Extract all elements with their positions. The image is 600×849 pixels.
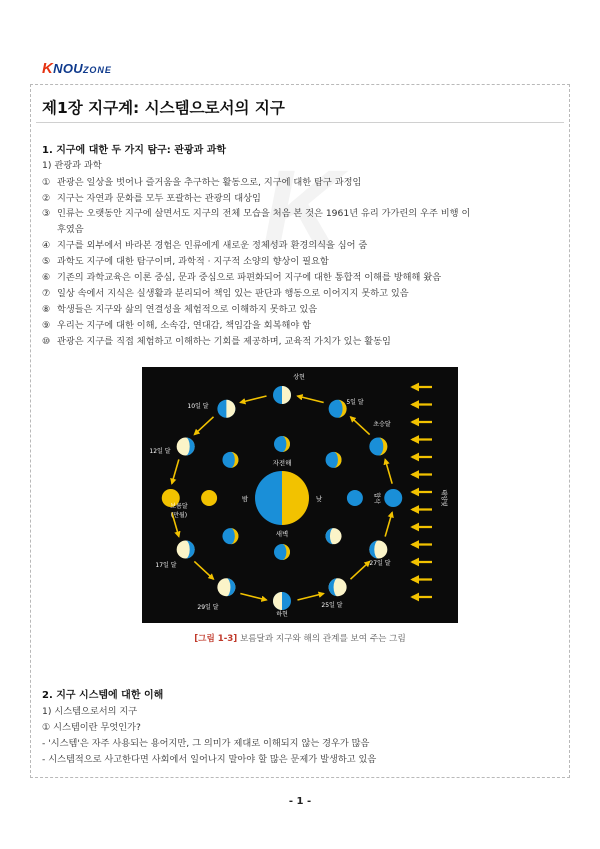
section2-item1: ① 시스템이란 무엇인가? (42, 722, 141, 733)
label-day25: 25일 달 (321, 602, 343, 609)
section1-heading: 1. 지구에 대한 두 가지 탐구: 관광과 과학 (42, 145, 227, 156)
item-text: 관광은 일상을 벗어나 즐거움을 추구하는 활동으로, 지구에 대한 탐구 과정임 (57, 177, 362, 188)
knouzone-logo: KNOUZONE (42, 60, 112, 77)
outer-moon (329, 578, 347, 596)
item-text: 인류는 오랫동안 지구에 살면서도 지구의 전체 모습을 처음 본 것은 1961년 유리 가가린의 우주 비행 이 (57, 208, 471, 219)
label-new-moon: 합삭 (373, 492, 380, 504)
label-last-quarter: 하현 (276, 611, 288, 618)
outer-moon (329, 400, 347, 418)
item-text: 지구는 자연과 문화를 모두 포괄하는 관광의 대상임 (57, 193, 261, 204)
item-number: ⑧ (42, 304, 51, 315)
item-text: 학생들은 지구와 삶의 연결성을 체험적으로 이해하지 못하고 있음 (57, 304, 318, 315)
item-number: ⑩ (42, 336, 51, 347)
label-first-quarter: 상현 (293, 374, 305, 381)
section1-item (42, 285, 409, 299)
earth-top-label: 자전해 (272, 459, 292, 467)
section2-bullet-2: - 시스템적으로 사고한다면 사회에서 일어나지 말아야 할 많은 문제가 발생하고 있음 (42, 754, 377, 765)
item-number: ⑤ (42, 256, 51, 267)
outer-moon (273, 386, 291, 404)
label-day5: 5일 달 (346, 399, 364, 406)
item-text: 과학도 지구에 대한 탐구이며, 과학적 · 지구적 소양의 향상이 필요함 (57, 256, 329, 267)
label-full-moon: 보름달 (170, 503, 188, 510)
item-number: ⑥ (42, 272, 51, 283)
label-day27: 27일 달 (369, 560, 391, 567)
inner-moon (274, 544, 290, 560)
outer-moon (217, 578, 235, 596)
outer-moon (369, 541, 387, 559)
inner-moon (274, 436, 290, 452)
item-text: 후였음 (57, 224, 84, 235)
earth-dawn-label: 새벽 (275, 530, 289, 538)
item-text: 우리는 지구에 대한 이해, 소속감, 연대감, 책임감을 회복해야 함 (57, 320, 312, 331)
item-number: ② (42, 193, 51, 204)
outer-moon (384, 489, 402, 507)
section1-item (42, 174, 361, 188)
section1-item (42, 205, 470, 219)
item-number: ③ (42, 208, 51, 219)
item-text: 관광은 지구를 직접 체험하고 이해하는 기회를 제공하며, 교육적 가치가 있는 활동임 (57, 336, 391, 347)
label-day29: 29일 달 (197, 604, 219, 611)
section1-item (42, 237, 367, 251)
section2-heading: 2. 지구 시스템에 대한 이해 (42, 690, 164, 701)
outer-moon (217, 400, 235, 418)
outer-moon (273, 592, 291, 610)
outer-moon (177, 541, 195, 559)
label-full-moon-alt: (만월) (170, 512, 188, 519)
item-text: 일상 속에서 지식은 실생활과 분리되어 책임 있는 판단과 행동으로 이어지지 못하고 있음 (57, 288, 409, 299)
item-text: 기존의 과학교육은 이론 중심, 문과 중심으로 파편화되어 지구에 대한 통합적 이해를 방해해 왔음 (57, 272, 442, 283)
section1-item (42, 190, 261, 204)
item-number: ④ (42, 240, 51, 251)
item-number: ⑦ (42, 288, 51, 299)
chapter-title: 제1장 지구계: 시스템으로서의 지구 (42, 99, 285, 117)
moon-phase-figure (142, 367, 458, 623)
page-number: - 1 - (288, 796, 312, 807)
item-number: ① (42, 177, 51, 188)
section1-item (42, 269, 441, 283)
title-divider (36, 122, 564, 123)
inner-moon (222, 452, 238, 468)
earth-day-label: 낮 (315, 495, 323, 503)
earth (255, 471, 309, 525)
section1-item (42, 221, 84, 235)
inner-moon (347, 490, 363, 506)
item-number: ⑨ (42, 320, 51, 331)
item-text: 지구를 외부에서 바라본 경험은 인류에게 새로운 정체성과 환경의식을 심어 줌 (57, 240, 368, 251)
watermark: K (262, 148, 338, 271)
inner-moon (222, 528, 238, 544)
section2-bullet-1: - '시스템'은 자주 사용되는 용어지만, 그 의미가 제대로 이해되지 않는 경우가 많음 (42, 738, 370, 749)
figure-caption: [그림 1-3] 보름달과 지구와 해의 관계를 보여 주는 그림 (194, 634, 406, 644)
earth-night-label: 밤 (241, 495, 249, 503)
sunlight-label: 태양빛 (440, 489, 447, 507)
outer-moon (369, 438, 387, 456)
section1-item (42, 317, 311, 331)
inner-moon (326, 528, 342, 544)
label-crescent: 초승달 (373, 421, 391, 428)
label-day17: 17일 달 (155, 562, 177, 569)
section1-subheading: 1) 관광과 과학 (42, 160, 102, 171)
section1-item (42, 333, 391, 347)
label-day10: 10일 달 (187, 403, 209, 410)
section2-subheading: 1) 시스템으로서의 지구 (42, 706, 138, 717)
section1-item (42, 301, 317, 315)
section1-item (42, 253, 329, 267)
inner-moon (201, 490, 217, 506)
inner-moon (326, 452, 342, 468)
outer-moon (177, 438, 195, 456)
label-day12: 12일 달 (149, 448, 171, 455)
